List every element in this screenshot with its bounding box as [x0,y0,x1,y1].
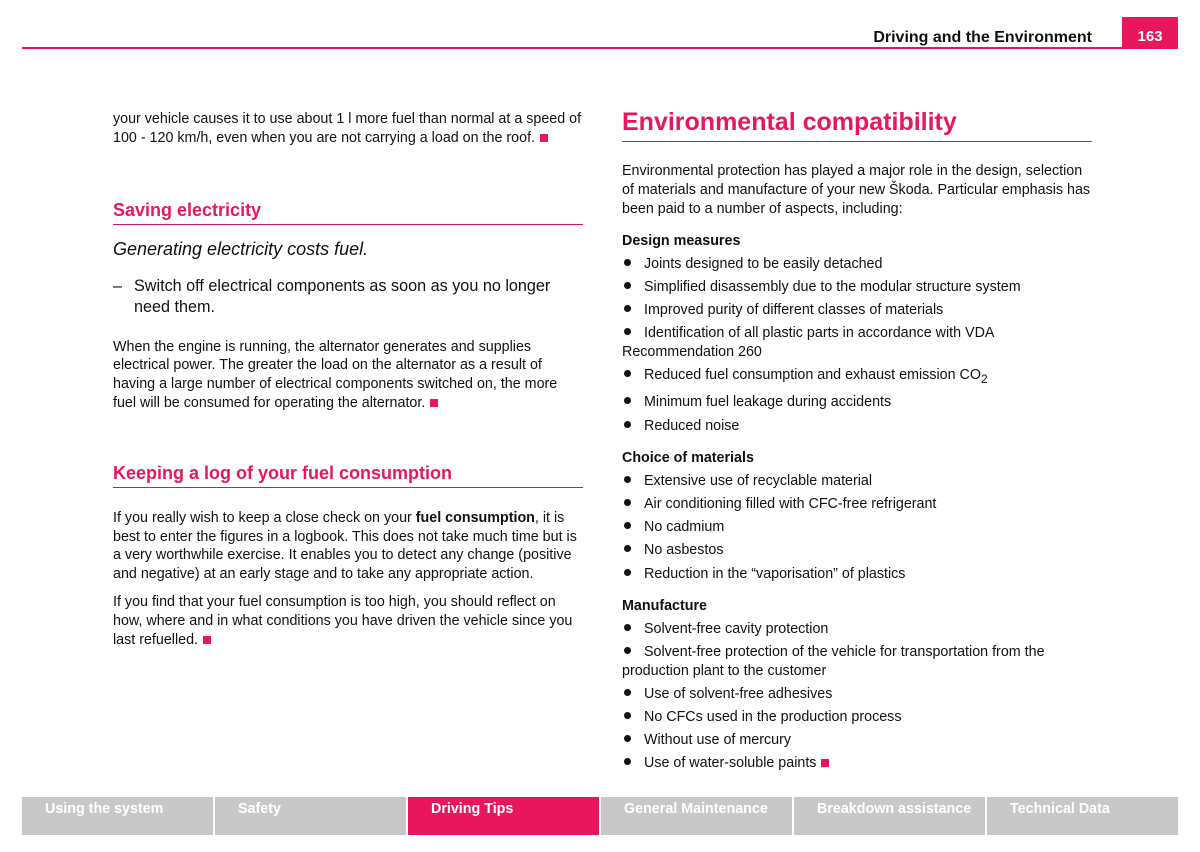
list-item: Reduced fuel consumption and exhaust emission $CO_2$ [622,366,1092,389]
end-of-section-mark [540,134,548,142]
list-item: Improved purity of different classes of materials [622,301,1092,320]
fuel-log-paragraph-2 [113,593,583,649]
bullet-icon [624,758,631,765]
bullet-icon [624,397,631,404]
bullet-icon [624,282,631,289]
alternator-text: When the engine is running, the alternator generates and supplies electrical power. The greater the load on the alternator as a result of having a large number of electrical components switched on, the more fuel will be consumed for operating the alternator. [113,338,558,411]
design-measures-title: Design measures [622,233,741,250]
list-item: Extensive use of recyclable material [622,472,1092,491]
bullet-icon [624,370,631,377]
bullet-icon [624,522,631,529]
manufacture-list [622,620,1092,774]
bullet-icon [624,545,631,552]
tab-using-the-system[interactable]: Using the system [22,797,213,835]
fuel-log-text-a: If you really wish to keep a close check on your [113,509,416,526]
materials-list [622,472,1092,584]
bullet-icon [624,689,631,696]
manufacture-title: Manufacture [622,598,707,615]
intro-text: your vehicle causes it to use about 1 l more fuel than normal at a speed of 100 - 120 km/h, even when you are not carrying a load on the roof. [113,111,582,146]
end-of-section-mark [430,399,438,407]
fuel-log-text-c: If you find that your fuel consumption is too high, you should reflect on how, where and in what conditions you have driven the vehicle since you last refuelled. [113,593,573,648]
list-item: No CFCs used in the production process [622,708,1092,727]
list-item: Use of water-soluble paints [622,754,1092,773]
list-item: Solvent-free cavity protection [622,620,1092,639]
left-column [113,110,583,649]
end-of-section-mark [203,636,211,644]
bullet-icon [624,476,631,483]
bullet-icon [624,647,631,654]
design-measures-list [622,255,1092,436]
list-item: Air conditioning filled with CFC-free refrigerant [622,495,1092,514]
list-item: Without use of mercury [622,731,1092,750]
list-item: Use of solvent-free adhesives [622,685,1092,704]
tab-technical-data[interactable]: Technical Data [987,797,1178,835]
bullet-icon [624,499,631,506]
bullet-icon [624,624,631,631]
bullet-icon [624,712,631,719]
fuel-log-paragraph-1 [113,509,583,584]
environment-intro: Environmental protection has played a major role in the design, selection of materials and manufacture of your new Škoda. Particular emphasis has been paid to a number of aspects, including: [622,163,1091,217]
list-item: Identification of all plastic parts in accordance with VDA Recommendation 260 [622,325,994,361]
choice-of-materials-title: Choice of materials [622,450,754,467]
bullet-icon [624,569,631,576]
environmental-compatibility-heading: Environmental compatibility [622,108,1092,142]
saving-lead: Generating electricity costs fuel. [113,238,369,259]
header-rule [22,47,1178,49]
fuel-log-text-b: , it is best to enter the figures in a logbook. This does not take much time but is a very worthwhile exercise. It enables you to detect any change (positive and negative) at an early stage and to take any appropriate action. [113,509,577,583]
list-item: Reduction in the “vaporisation” of plastics [622,565,1092,584]
action-text: Switch off electrical components as soon as you no longer need them. [134,276,551,316]
right-column [622,108,1092,773]
bullet-icon [624,421,631,428]
intro-paragraph [113,110,583,148]
list-item: Simplified disassembly due to the modular structure system [622,278,1092,297]
bullet-icon [624,259,631,266]
alternator-paragraph [113,338,583,413]
tab-general-maintenance[interactable]: General Maintenance [601,797,792,835]
chapter-navigation [22,797,1178,835]
end-of-section-mark [821,759,829,767]
fuel-log-heading: Keeping a log of your fuel consumption [113,463,583,488]
list-item: Joints designed to be easily detached [622,255,1092,274]
list-item: Reduced noise [622,417,1092,436]
bullet-icon [624,735,631,742]
co2-subscript: 2 [980,372,988,387]
bullet-icon [624,305,631,312]
chapter-title: Driving and the Environment [873,29,1092,46]
list-item: No cadmium [622,518,1092,537]
action-dash: – [113,276,123,295]
list-item: No asbestos [622,541,1092,560]
action-step [113,276,583,318]
tab-safety[interactable]: Safety [215,797,406,835]
bullet-icon [624,328,631,335]
tab-driving-tips[interactable]: Driving Tips [408,797,599,835]
list-item: Minimum fuel leakage during accidents [622,393,1092,412]
page-number: 163 [1122,17,1178,49]
saving-electricity-heading: Saving electricity [113,200,583,225]
tab-breakdown-assistance[interactable]: Breakdown assistance [794,797,985,835]
list-item: Solvent-free protection of the vehicle for transportation from the production plant to the customer [622,643,1045,679]
fuel-consumption-emphasis: fuel consumption [415,509,535,526]
